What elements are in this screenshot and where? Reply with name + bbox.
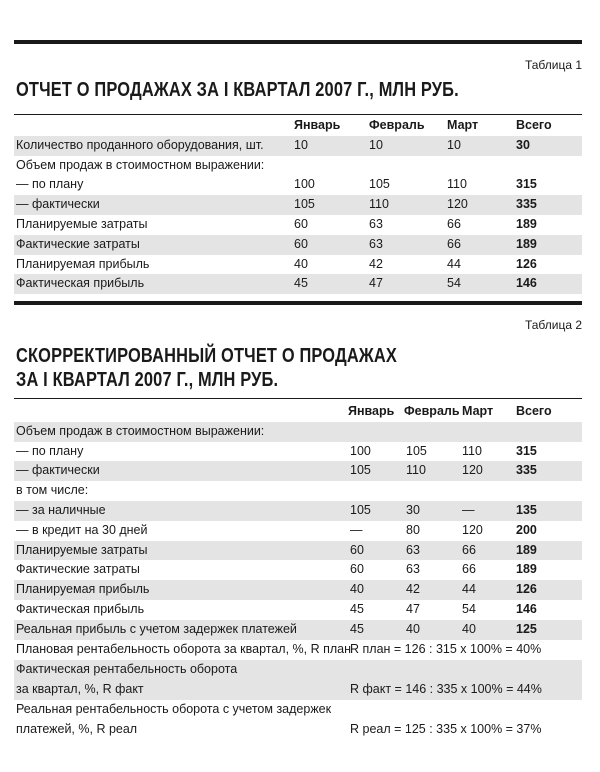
ratio-label: платежей, %, R реал: [16, 721, 138, 736]
cell-feb: 105: [406, 443, 427, 458]
table-row: [14, 195, 582, 215]
cell-mar: 110: [462, 443, 482, 458]
cell-mar: 120: [447, 197, 468, 212]
table1-label: Таблица 1: [524, 58, 582, 72]
cell-mar: 66: [462, 562, 476, 577]
cell-jan: 45: [294, 276, 308, 291]
cell-jan: 45: [350, 621, 364, 636]
row-label: Планируемые затраты: [16, 216, 148, 231]
cell-mar: 54: [447, 276, 461, 291]
cell-feb: 80: [406, 522, 420, 537]
cell-feb: 10: [369, 137, 383, 152]
cell-feb: 63: [406, 542, 420, 557]
cell-feb: 63: [369, 216, 383, 231]
row-label: Планируемые затраты: [16, 542, 148, 557]
table2-label: Таблица 2: [524, 318, 582, 332]
col-total: Всего: [516, 404, 552, 418]
ratio-formula: R факт = 146 : 335 x 100% = 44%: [350, 681, 542, 696]
table-row: [14, 136, 582, 156]
cell-mar: 110: [447, 177, 467, 192]
cell-mar: 66: [462, 542, 476, 557]
cell-total: 146: [516, 276, 537, 291]
cell-total: 126: [516, 256, 537, 271]
cell-feb: 47: [406, 601, 420, 616]
ratio-formula: R план = 126 : 315 x 100% = 40%: [350, 641, 542, 656]
row-label: — фактически: [16, 197, 100, 212]
cell-feb: 63: [406, 562, 420, 577]
table2-title-line1: СКОРРЕКТИРОВАННЫЙ ОТЧЕТ О ПРОДАЖАХ: [16, 345, 397, 367]
cell-jan: 100: [294, 177, 315, 192]
row-label: Фактическая прибыль: [16, 276, 145, 291]
row-label: — по плану: [16, 177, 84, 192]
cell-total: 315: [516, 443, 537, 458]
table1-header-row: [14, 116, 582, 136]
cell-feb: 105: [369, 177, 390, 192]
cell-jan: 10: [294, 137, 308, 152]
ratio-row-fact-line1: [14, 660, 582, 680]
cell-jan: 60: [294, 236, 308, 251]
table-row: [14, 442, 582, 462]
table-row: [14, 620, 582, 640]
col-january: Январь: [294, 118, 341, 132]
cell-feb: 110: [369, 197, 389, 212]
table-row: [14, 235, 582, 255]
cell-jan: 100: [350, 443, 371, 458]
row-label: — по плану: [16, 443, 84, 458]
col-february: Февраль: [404, 404, 460, 418]
table-row: [14, 560, 582, 580]
cell-mar: 44: [447, 256, 461, 271]
cell-mar: 120: [462, 522, 483, 537]
row-label: Планируемая прибыль: [16, 256, 150, 271]
cell-mar: 40: [462, 621, 476, 636]
cell-feb: 42: [369, 256, 383, 271]
row-label: Реальная прибыль с учетом задержек платежей: [16, 621, 297, 636]
cell-jan: 45: [350, 601, 364, 616]
table-row: [14, 481, 582, 501]
col-march: Март: [447, 118, 479, 132]
ratio-label: Реальная рентабельность оборота с учетом задержек: [16, 701, 332, 716]
cell-feb: 47: [369, 276, 383, 291]
table-row: [14, 580, 582, 600]
table-row: [14, 600, 582, 620]
col-march: Март: [462, 404, 494, 418]
row-label: Объем продаж в стоимостном выражении:: [16, 423, 265, 438]
cell-mar: 120: [462, 463, 483, 478]
cell-total: 135: [516, 502, 537, 517]
row-label: Объем продаж в стоимостном выражении:: [16, 157, 265, 172]
cell-mar: 54: [462, 601, 476, 616]
cell-jan: 105: [294, 197, 315, 212]
table-row: [14, 461, 582, 481]
table1-title: ОТЧЕТ О ПРОДАЖАХ ЗА I КВАРТАЛ 2007 Г., МЛН РУБ.: [16, 79, 459, 101]
cell-feb: 63: [369, 236, 383, 251]
cell-jan: 60: [294, 216, 308, 231]
table2-header-row: [14, 402, 582, 422]
cell-feb: 110: [406, 463, 426, 478]
ratio-label: за квартал, %, R факт: [16, 681, 144, 696]
table2: [14, 402, 582, 740]
top-rule-table2: [14, 301, 582, 305]
cell-mar: 66: [447, 236, 461, 251]
table-row: [14, 521, 582, 541]
cell-mar: 66: [447, 216, 461, 231]
cell-feb: 40: [406, 621, 420, 636]
row-label: Фактические затраты: [16, 562, 140, 577]
ratio-row-real-line1: [14, 700, 582, 720]
table-row: [14, 156, 582, 176]
table-row: [14, 541, 582, 561]
cell-total: 126: [516, 582, 537, 597]
cell-total: 335: [516, 197, 537, 212]
table-row: [14, 422, 582, 442]
cell-total: 315: [516, 177, 537, 192]
cell-jan: 40: [350, 582, 364, 597]
row-label: Фактические затраты: [16, 236, 140, 251]
cell-total: 189: [516, 542, 537, 557]
row-label: Количество проданного оборудования, шт.: [16, 137, 264, 152]
ratio-label: Плановая рентабельность оборота за квартал, %, R план: [16, 641, 352, 656]
cell-mar: 44: [462, 582, 476, 597]
table2-divider: [14, 398, 582, 399]
table-row: [14, 215, 582, 235]
cell-total: 189: [516, 216, 537, 231]
table-row: [14, 175, 582, 195]
row-label: в том числе:: [16, 483, 89, 498]
table-row: [14, 274, 582, 294]
cell-mar: —: [462, 502, 475, 517]
cell-jan: —: [350, 522, 363, 537]
row-label: — за наличные: [16, 502, 106, 517]
row-label: — в кредит на 30 дней: [16, 522, 148, 537]
ratio-row-real-line2: [14, 720, 582, 740]
table-row: [14, 501, 582, 521]
cell-feb: 42: [406, 582, 420, 597]
cell-jan: 105: [350, 502, 371, 517]
row-label: Планируемая прибыль: [16, 582, 150, 597]
cell-jan: 60: [350, 562, 364, 577]
ratio-row-plan: [14, 640, 582, 660]
row-label: — фактически: [16, 463, 100, 478]
table1: [14, 116, 582, 294]
cell-total: 30: [516, 137, 530, 152]
col-total: Всего: [516, 118, 552, 132]
table1-divider: [14, 114, 582, 115]
cell-total: 200: [516, 522, 537, 537]
ratio-row-fact-line2: [14, 680, 582, 700]
col-january: Январь: [348, 404, 395, 418]
cell-total: 189: [516, 562, 537, 577]
cell-jan: 60: [350, 542, 364, 557]
table-row: [14, 255, 582, 275]
ratio-formula: R реал = 125 : 335 x 100% = 37%: [350, 721, 542, 736]
cell-total: 335: [516, 463, 537, 478]
top-rule-table1: [14, 40, 582, 44]
table2-title-line2: ЗА I КВАРТАЛ 2007 Г., МЛН РУБ.: [16, 369, 279, 391]
cell-total: 189: [516, 236, 537, 251]
ratio-label: Фактическая рентабельность оборота: [16, 661, 238, 676]
row-label: Фактическая прибыль: [16, 601, 145, 616]
cell-mar: 10: [447, 137, 461, 152]
cell-feb: 30: [406, 502, 420, 517]
cell-total: 146: [516, 601, 537, 616]
cell-jan: 40: [294, 256, 308, 271]
cell-total: 125: [516, 621, 537, 636]
col-february: Февраль: [369, 118, 425, 132]
cell-jan: 105: [350, 463, 371, 478]
